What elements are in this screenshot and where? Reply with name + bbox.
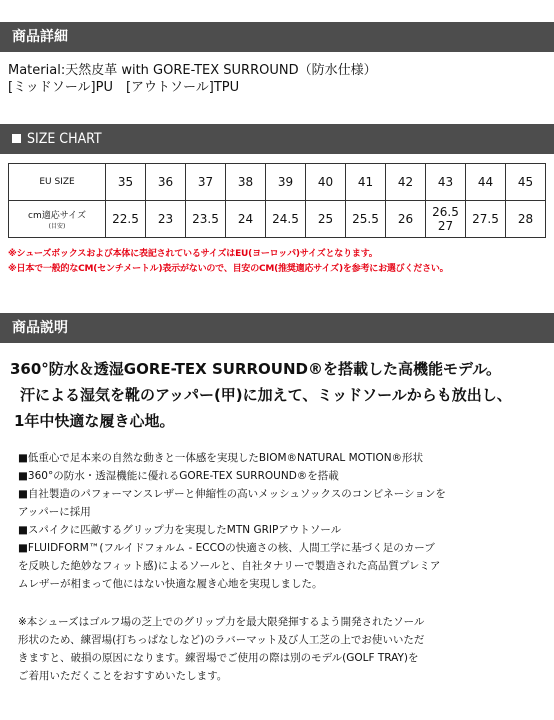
table-row-eu xyxy=(9,164,546,201)
disclaimer xyxy=(18,613,538,685)
cm-size-cell: 28 xyxy=(506,201,546,238)
eu-size-cell: 37 xyxy=(186,164,226,201)
eu-size-cell: 36 xyxy=(146,164,186,201)
list-item: ■FLUIDFORM™(フルイドフォルム - ECCOの快適さの核、人間工学に基づく足のカーブ xyxy=(18,542,435,554)
eu-size-cell: 44 xyxy=(466,164,506,201)
list-item: アッパーに採用 xyxy=(18,506,91,518)
cm-size-cell: 23 xyxy=(146,201,186,238)
eu-size-cell: 43 xyxy=(426,164,466,201)
disclaimer-line: 形状のため、練習場(打ちっぱなしなど)のラバーマット及び人工芝の上でお使いいただ xyxy=(18,634,425,646)
cm-size-split-bottom: 27 xyxy=(437,219,454,233)
disclaimer-line: きますと、破損の原因になります。練習場でご使用の際は別のモデル(GOLF TRAY)を xyxy=(18,652,419,664)
section-header-size-chart xyxy=(0,124,554,154)
row-label-cm-sub: (目安) xyxy=(48,223,66,230)
row-label-cm-text: cm適応サイズ xyxy=(28,211,86,221)
disclaimer-line: ご着用いただくことをおすすめいたします。 xyxy=(18,670,228,682)
list-item: ■自社製造のパフォーマンスレザーと伸縮性の高いメッシュソックスのコンビネーションを xyxy=(18,488,446,500)
eu-size-cell: 42 xyxy=(386,164,426,201)
cm-size-cell: 25 xyxy=(306,201,346,238)
section-title-description: 商品説明 xyxy=(12,320,68,336)
material-line-2: [ミッドソール]PU [アウトソール]TPU xyxy=(8,80,240,95)
eu-size-cell: 35 xyxy=(106,164,146,201)
cm-size-cell: 23.5 xyxy=(186,201,226,238)
list-item: ■360°の防水・透湿機能に優れるGORE-TEX SURROUND®を搭載 xyxy=(18,470,339,482)
eu-size-cell: 39 xyxy=(266,164,306,201)
white-square-icon xyxy=(12,134,21,143)
size-note-1: ※シューズボックスおよび本体に表記されているサイズはEU(ヨーロッパ)サイズとなります。 xyxy=(8,249,378,259)
cm-size-cell: 24.5 xyxy=(266,201,306,238)
eu-size-cell: 41 xyxy=(346,164,386,201)
section-header-detail xyxy=(0,22,554,52)
list-item: ムレザーが相まって他にはない快適な履き心地を実現しました。 xyxy=(18,578,323,590)
row-label-eu: EU SIZE xyxy=(9,164,106,201)
size-note-2: ※日本で一般的なCM(センチメートル)表示がないので、目安のCM(推奨適応サイズ)を参考にお選びください。 xyxy=(8,264,449,274)
material-line-1: Material:天然皮革 with GORE-TEX SURROUND（防水仕様） xyxy=(8,63,377,78)
eu-size-cell: 45 xyxy=(506,164,546,201)
eu-size-cell: 38 xyxy=(226,164,266,201)
eu-size-cell: 40 xyxy=(306,164,346,201)
headline-line-3: 1年中快適な履き心地。 xyxy=(14,412,175,430)
list-item: ■低重心で足本来の自然な動きと一体感を実現したBIOM®NATURAL MOTION®形状 xyxy=(18,452,424,464)
cm-size-cell: 26 xyxy=(386,201,426,238)
headline-line-2: 汗による湿気を靴のアッパー(甲)に加えて、ミッドソールからも放出し、 xyxy=(20,386,512,404)
feature-list xyxy=(18,449,538,593)
disclaimer-line: ※本シューズはゴルフ場の芝上でのグリップ力を最大限発揮するよう開発されたソール xyxy=(18,616,425,628)
table-row-cm xyxy=(9,201,546,238)
list-item: ■スパイクに匹敵するグリップ力を実現したMTN GRIPアウトソール xyxy=(18,524,342,536)
list-item: を反映した絶妙なフィット感)によるソールと、自社タナリーで製造された高品質プレミア xyxy=(18,560,441,572)
cm-size-cell: 25.5 xyxy=(346,201,386,238)
section-title-size-chart: SIZE CHART xyxy=(27,131,102,147)
cm-size-cell-split xyxy=(426,201,466,238)
cm-size-cell: 27.5 xyxy=(466,201,506,238)
section-header-description xyxy=(0,313,554,343)
cm-size-split-top: 26.5 xyxy=(432,205,459,219)
section-title-detail: 商品詳細 xyxy=(12,29,68,45)
cm-size-cell: 24 xyxy=(226,201,266,238)
size-chart-table xyxy=(8,163,546,238)
row-label-cm xyxy=(9,201,106,238)
headline-line-1: 360°防水＆透湿GORE-TEX SURROUND®を搭載した高機能モデル。 xyxy=(10,360,502,378)
cm-size-cell: 22.5 xyxy=(106,201,146,238)
